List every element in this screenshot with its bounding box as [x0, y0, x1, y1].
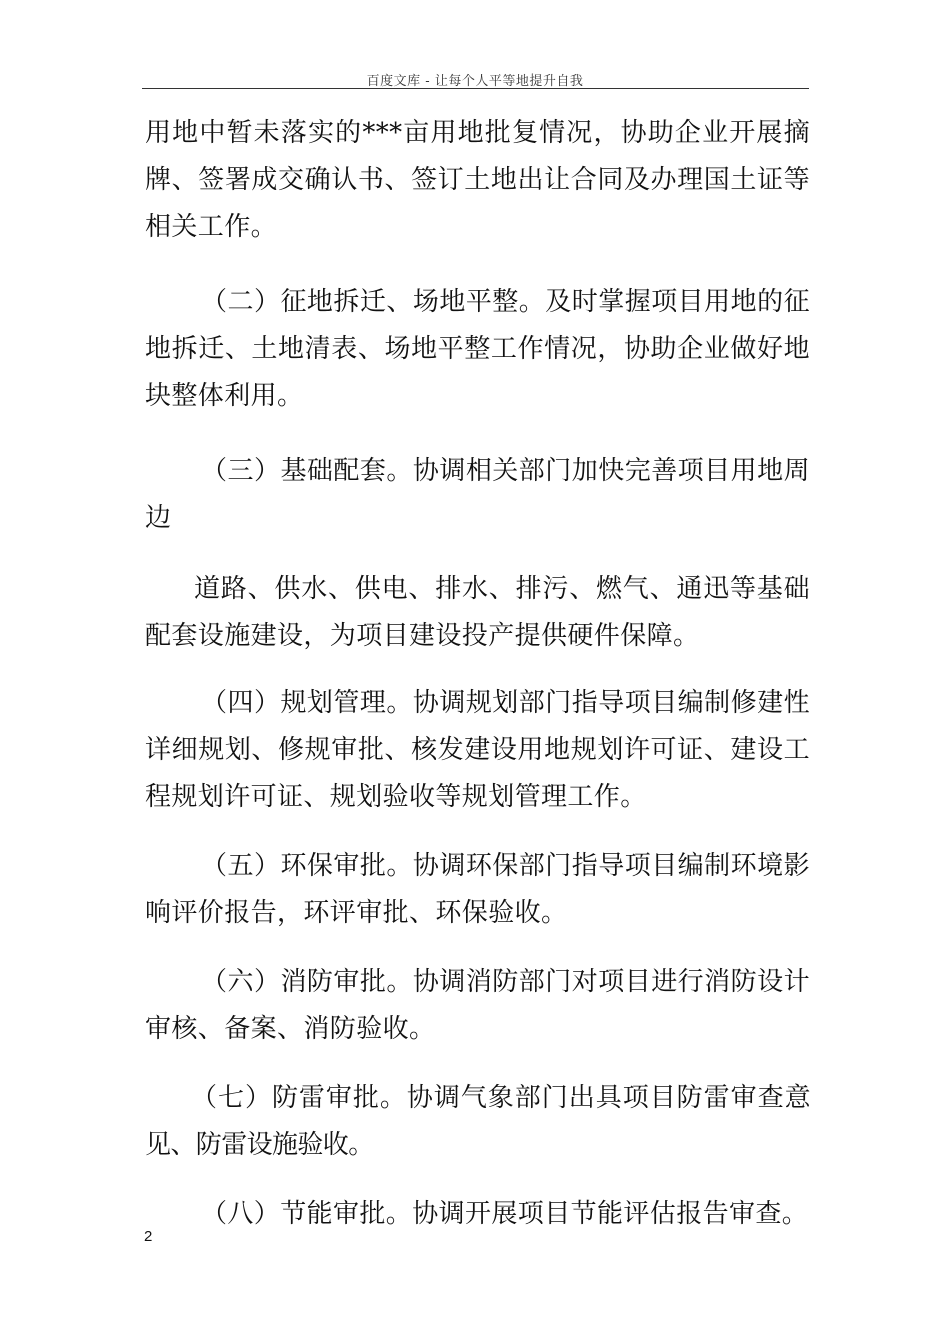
- paragraph-environmental-approval: （五）环保审批。协调环保部门指导项目编制环境影响评价报告，环评审批、环保验收。: [145, 851, 810, 928]
- paragraph-energy-approval: （八）节能审批。协调开展项目节能评估报告审查。: [201, 1199, 809, 1229]
- page-number: 2: [144, 1228, 153, 1245]
- paragraph-land-acquisition: （二）征地拆迁、场地平整。及时掌握项目用地的征地拆迁、土地清表、场地平整工作情况，协助企业做好地块整体利用。: [145, 287, 810, 411]
- paragraph-land-approval-continued: 用地中暂未落实的***亩用地批复情况，协助企业开展摘牌、签署成交确认书、签订土地出让合同及办理国土证等相关工作。: [145, 118, 810, 242]
- document-body: [145, 106, 810, 1238]
- paragraph-planning-management: （四）规划管理。协调规划部门指导项目编制修建性详细规划、修规审批、核发建设用地规划许可证、建设工程规划许可证、规划验收等规划管理工作。: [145, 688, 810, 812]
- page-header: 百度文库 - 让每个人平等地提升自我: [366, 74, 584, 89]
- paragraph-infrastructure: （三）基础配套。协调相关部门加快完善项目用地周边: [145, 456, 810, 533]
- paragraph-lightning-approval: （七）防雷审批。协调气象部门出具项目防雷审查意见、防雷设施验收。: [145, 1083, 810, 1160]
- header-divider: [142, 88, 809, 89]
- paragraph-fire-approval: （六）消防审批。协调消防部门对项目进行消防设计审核、备案、消防验收。: [145, 967, 810, 1044]
- paragraph-infrastructure-continued: 道路、供水、供电、排水、排污、燃气、通迅等基础配套设施建设，为项目建设投产提供硬件保障。: [145, 574, 810, 651]
